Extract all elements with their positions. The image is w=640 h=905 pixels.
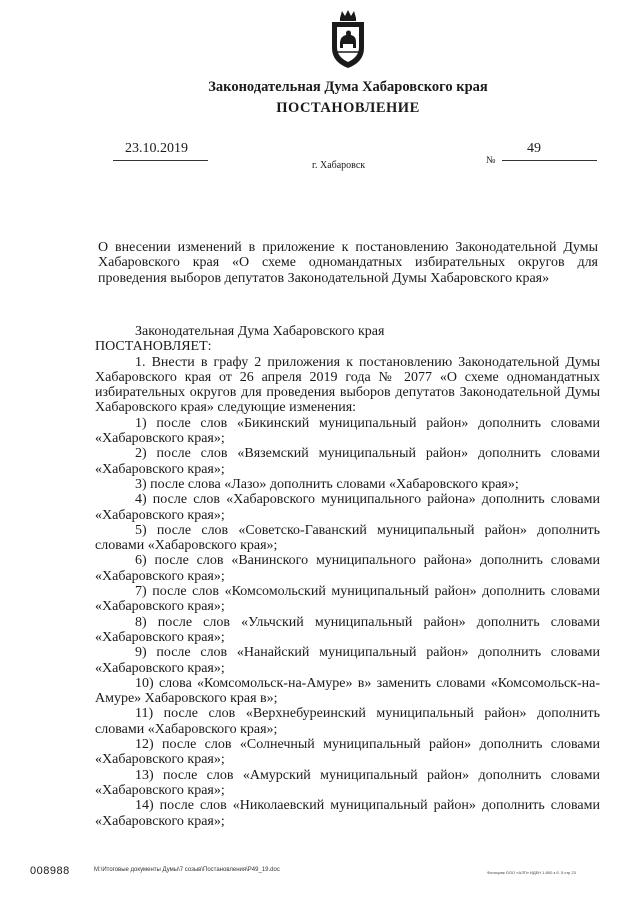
- body-line: 8) после слов «Ульчский муниципальный район» дополнить словами: [135, 614, 600, 630]
- body-line: 1) после слов «Бикинский муниципальный район» дополнить словами: [135, 415, 600, 431]
- body-line: «Хабаровского края»;: [95, 431, 225, 447]
- body-line: 14) после слов «Николаевский муниципальный район» дополнить словами: [135, 798, 600, 814]
- body-line: 2) после слов «Вяземский муниципальный район» дополнить словами: [135, 446, 600, 462]
- body-line: «Хабаровского края»;: [95, 461, 225, 477]
- body-line: «Хабаровского края»;: [95, 507, 225, 523]
- document-title: [98, 240, 598, 286]
- body-line: 13) после слов «Амурский муниципальный район» дополнить словами: [135, 767, 600, 783]
- number-underline: [502, 160, 597, 161]
- body-line: «Хабаровского края»;: [95, 660, 225, 676]
- body-line: 10) слова «Комсомольск-на-Амуре» в» заменить словами «Комсомольск-на-: [135, 675, 600, 691]
- organization-name: Законодательная Дума Хабаровского края: [208, 79, 488, 95]
- body-line: «Хабаровского края»;: [95, 813, 225, 829]
- document-date: 23.10.2019: [125, 141, 188, 156]
- body-line: словами «Хабаровского края»;: [95, 538, 278, 554]
- body-line: 12) после слов «Солнечный муниципальный район» дополнить словами: [135, 737, 600, 753]
- title-line: Хабаровского края «О схеме одномандатных избирательных округов для: [98, 255, 598, 271]
- body-line: 11) после слов «Верхнебуреинский муниципальный район» дополнить: [135, 706, 600, 722]
- number-label: №: [486, 155, 496, 166]
- coat-of-arms-icon: [326, 8, 370, 70]
- body-line: Хабаровского края» следующие изменения:: [95, 400, 357, 416]
- body-line: Амуре» Хабаровского края в»;: [95, 691, 278, 707]
- body-line: 6) после слов «Ванинского муниципального района» дополнить словами: [135, 553, 600, 569]
- body-line: 9) после слов «Нанайский муниципальный район» дополнить словами: [135, 645, 600, 661]
- document-body: [95, 324, 600, 829]
- body-line: «Хабаровского края»;: [95, 599, 225, 615]
- footer-file-path: M:\Итоговые документы Думы\7 созыв\Постановления\P49_19.doc: [94, 867, 280, 873]
- footer-print-mark: Фотоцинк ООО «АЛП» ИДЕН 1.800 з.б. 5 стр 23: [487, 870, 576, 875]
- body-line: 4) после слов «Хабаровского муниципального района» дополнить словами: [135, 492, 600, 508]
- body-line: 1. Внести в графу 2 приложения к постановлению Законодательной Думы: [135, 354, 600, 370]
- body-line: 3) после слова «Лазо» дополнить словами «Хабаровского края»;: [135, 476, 519, 492]
- body-line: избирательных округов для проведения выборов депутатов Законодательной Думы: [95, 385, 600, 401]
- body-line: «Хабаровского края»;: [95, 752, 225, 768]
- body-line: Хабаровского края от 26 апреля 2019 года № 2077 «О схеме одномандатных: [95, 369, 600, 385]
- body-line: «Хабаровского края»;: [95, 629, 225, 645]
- document-type: ПОСТАНОВЛЕНИЕ: [276, 100, 420, 116]
- body-line: 7) после слов «Комсомольский муниципальный район» дополнить словами: [135, 584, 600, 600]
- body-line: ПОСТАНОВЛЯЕТ:: [95, 339, 212, 355]
- date-underline: [113, 160, 208, 161]
- title-line: О внесении изменений в приложение к постановлению Законодательной Думы: [98, 240, 598, 255]
- title-line: проведения выборов депутатов Законодательной Думы Хабаровского края»: [98, 270, 550, 286]
- body-line: 5) после слов «Советско-Гаванский муниципальный район» дополнить: [135, 522, 600, 538]
- body-line: «Хабаровского края»;: [95, 568, 225, 584]
- body-line: «Хабаровского края»;: [95, 782, 225, 798]
- footer-code: 008988: [30, 865, 70, 877]
- body-line: Законодательная Дума Хабаровского края: [135, 324, 385, 339]
- body-line: словами «Хабаровского края»;: [95, 721, 278, 737]
- document-number: 49: [527, 141, 541, 156]
- document-city: г. Хабаровск: [312, 160, 366, 171]
